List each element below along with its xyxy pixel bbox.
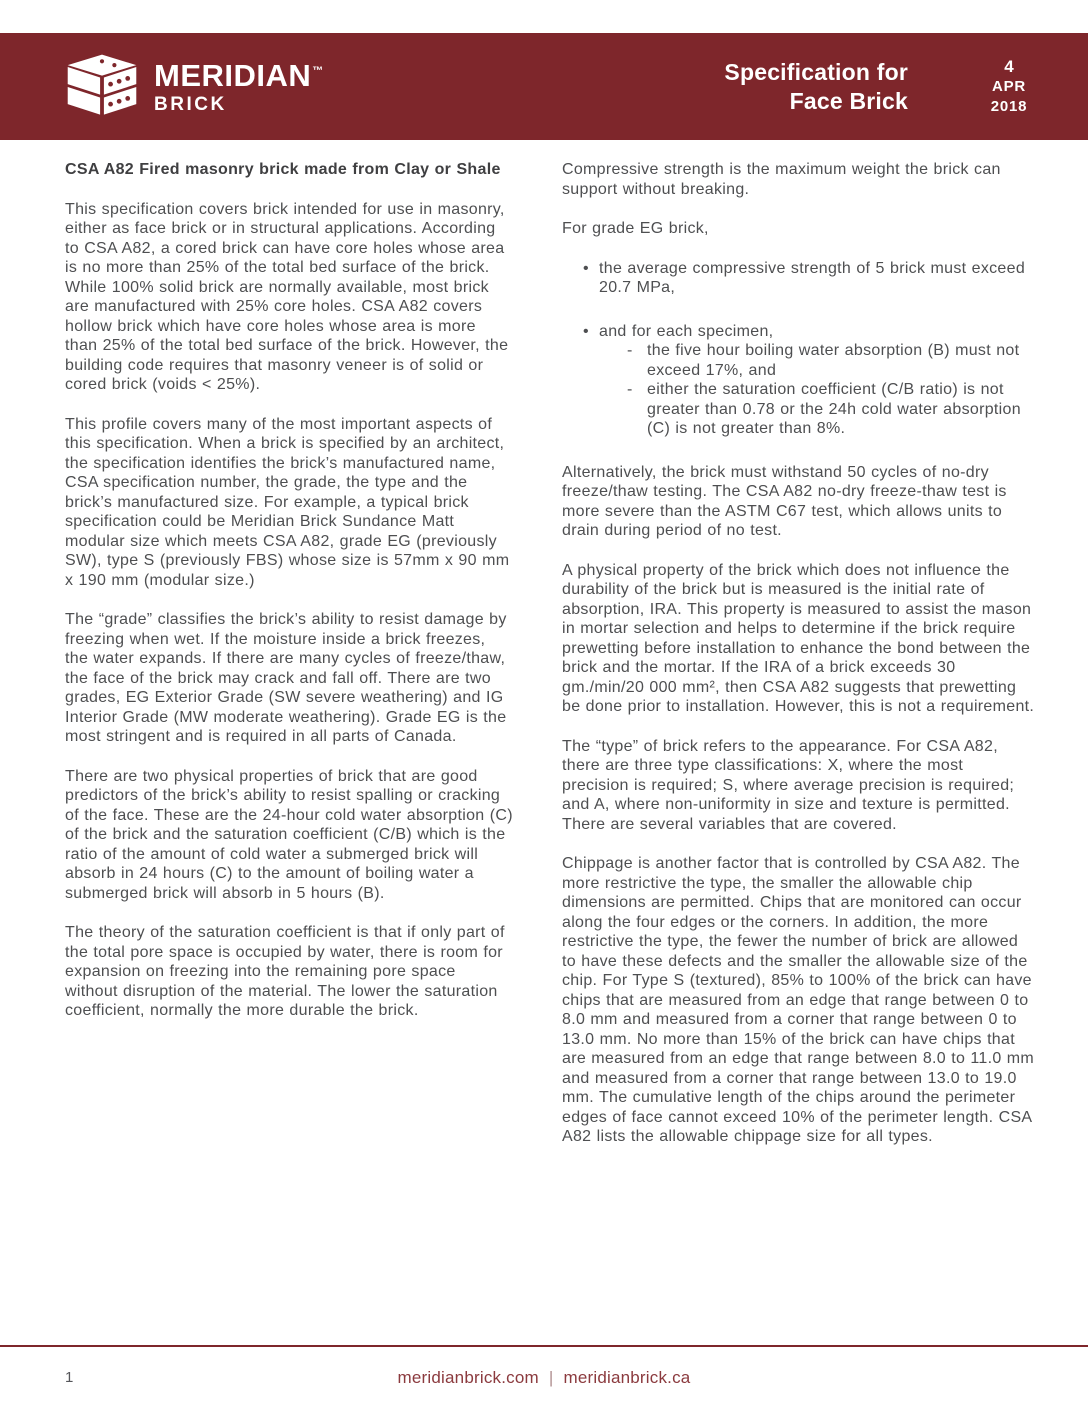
paragraph: The “grade” classifies the brick’s ability to resist damage by freezing when wet. If the moisture inside a brick freezes, the water expands. If there are many cycles of freeze/thaw, the face of the brick may crack and fall off. There are two grades, EG Exterior Grade (SW severe weathering) and IG Interior Grade (MW moderate weathering). Grade EG is the most stringent and is required in all parts of Canada. [65, 611, 507, 745]
document-title [724, 58, 908, 116]
trademark-symbol: ™ [312, 65, 324, 78]
header-band [0, 33, 1088, 140]
sub-bullet-item [627, 341, 1035, 380]
paragraph: The “type” of brick refers to the appearance. For CSA A82, there are three type classifications: X, where the most precision is required; S, where average precision is required; and A, where non-uniformity in size and texture is permitted. There are several variables that are covered. [562, 737, 1015, 833]
link-separator: | [548, 1367, 554, 1387]
right-column [562, 160, 1035, 1167]
sub-bullet-text: the five hour boiling water absorption (B) must not exceed 17%, and [647, 342, 1020, 379]
paragraph: For grade EG brick, [562, 220, 709, 237]
paragraph: Chippage is another factor that is controlled by CSA A82. The more restrictive the type, the smaller the allowable chip dimensions are permitted. Chips that are monitored can occur along the four edges or the corners. In addition, the more restrictive the type, the fewer the number of brick are allowed to have these defects and the smaller the allowable size of the chip. For Type S (textured), 85% to 100% of the brick can have chips that are measured from an edge that range between 0 to 8.0 mm and measured from a corner that range between 0 to 13.0 mm. No more than 15% of the brick can have chips that are measured from an edge that range between 8.0 to 11.0 mm and measured from a corner that range between 13.0 to 19.0 mm. The cumulative length of the chips around the perimeter edges of face cannot exceed 10% of the perimeter length. CSA A82 lists the allowable chippage size for all types. [562, 855, 1035, 1145]
section-heading: CSA A82 Fired masonry brick made from Clay or Shale [65, 161, 501, 178]
footer-links [0, 1368, 1088, 1388]
meridian-brick-logo [62, 52, 324, 122]
link-meridianbrick-ca[interactable]: meridianbrick.ca [563, 1367, 691, 1387]
brick-stack-icon [62, 52, 142, 122]
date-year: 2018 [990, 97, 1028, 115]
paragraph: The theory of the saturation coefficient is that if only part of the total pore space is occupied by water, there is room for expansion on freezing into the remaining pore space without disruption of the material. The lower the saturation coefficient, normally the more durable the brick. [65, 924, 505, 1019]
document-body [0, 160, 1088, 1167]
paragraph: There are two physical properties of brick that are good predictors of the brick’s ability to resist spalling or cracking of the face. These are the 24-hour cold water absorption (C) of the brick and the saturation coefficient (C/B) which is the ratio of the amount of cold water a submerged brick will absorb in 24 hours (C) to the amount of boiling water a submerged brick will absorb in 5 hours (B). [65, 767, 513, 902]
bullet-text: and for each specimen, [599, 322, 774, 340]
page-footer [0, 1345, 1088, 1408]
paragraph: This profile covers many of the most important aspects of this specification. When a brick is specified by an architect, the specification identifies the brick’s manufactured name, CSA specification number, the grade, the type and the brick’s manufactured size. For example, a typical brick specification could be Meridian Brick Sundance Matt modular size which meets CSA A82, grade EG (previously SW), type S (previously FBS) whose size is 57mm x 90 mm x 190 mm (modular size.) [65, 415, 510, 589]
paragraph: A physical property of the brick which does not influence the durability of the brick but is measured is the initial rate of absorption, IRA. This property is measured to assist the mason in mortar selection and helps to determine if the brick require prewetting before installation to enhance the bond between the brick and the mortar. If the IRA of a brick exceeds 30 gm./min/20 000 mm², then CSA A82 suggests that prewetting be done prior to installation. However, this is not a requirement. [562, 561, 1035, 715]
dash-icon: - [627, 342, 633, 359]
brand-subname: BRICK [154, 93, 227, 115]
sub-bullet-item [627, 380, 1035, 439]
footer-row [0, 1347, 1088, 1408]
date-month: APR [991, 77, 1027, 95]
paragraph: Compressive strength is the maximum weight the brick can support without breaking. [562, 161, 1001, 198]
bullet-item [562, 322, 1035, 439]
brand-name: MERIDIAN™ [154, 57, 324, 93]
date-day: 4 [1004, 56, 1014, 76]
bullet-text: the average compressive strength of 5 brick must exceed 20.7 MPa, [599, 259, 1026, 296]
bullet-icon: • [583, 259, 589, 277]
sub-bullet-text: either the saturation coefficient (C/B ratio) is not greater than 0.78 or the 24h cold water absorption (C) is not greater than 8%. [647, 381, 1021, 437]
dash-icon: - [627, 381, 633, 398]
bullet-body [599, 322, 1035, 439]
document-title-line2: Face Brick [789, 87, 908, 114]
bullet-item [562, 259, 1035, 298]
page-number: 1 [65, 1369, 74, 1386]
document-title-line1: Specification for [724, 58, 908, 85]
document-date [978, 57, 1040, 117]
bullet-icon: • [583, 322, 589, 340]
paragraph: This specification covers brick intended for use in masonry, either as face brick or in structural applications. According to CSA A82, a cored brick can have core holes whose area is no more than 25% of the total bed surface of the brick. While 100% solid brick are normally available, most brick are manufactured with 25% core holes. CSA A82 covers hollow brick which have core holes whose area is more than 25% of the total bed surface of the brick. However, the building code requires that masonry veneer is of solid or cored brick (voids < 25%). [65, 200, 509, 393]
link-meridianbrick-com[interactable]: meridianbrick.com [397, 1367, 539, 1387]
logo-text [154, 57, 324, 115]
left-column [65, 160, 513, 1167]
paragraph: Alternatively, the brick must withstand 50 cycles of no-dry freeze/thaw testing. The CSA A82 no-dry freeze-thaw test is more severe than the ASTM C67 test, which allows units to drain during period of no test. [562, 463, 1007, 539]
